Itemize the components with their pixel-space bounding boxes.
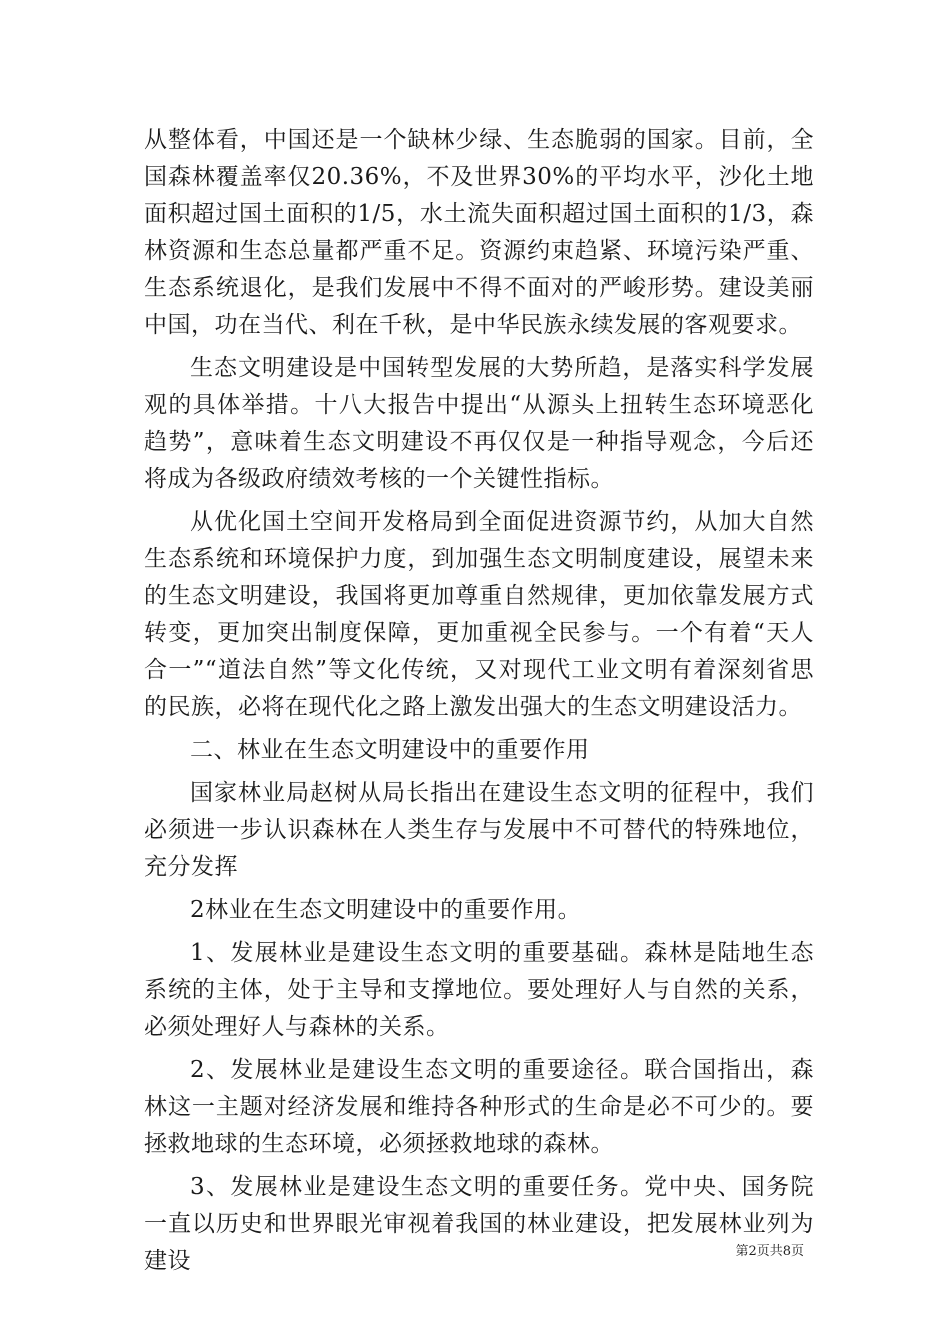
page-number-footer: 第2页共8页: [735, 1244, 804, 1259]
paragraph-1: 从整体看，中国还是一个缺林少绿、生态脆弱的国家。目前，全国森林覆盖率仅20.36%，不及世界30%的平均水平，沙化土地面积超过国土面积的1/5，水土流失面积超过国土面积的1/3，森林资源和生态总量都严重不足。资源约束趋紧、环境污染严重、生态系统退化，是我们发展中不得不面对的严峻形势。建设美丽中国，功在当代、利在千秋，是中华民族永续发展的客观要求。: [144, 127, 814, 338]
paragraph-8: 2、发展林业是建设生态文明的重要途径。联合国指出，森林这一主题对经济发展和维持各种形式的生命是必不可少的。要拯救地球的生态环境，必须拯救地球的森林。: [144, 1057, 814, 1157]
paragraph-6: 2林业在生态文明建设中的重要作用。: [190, 897, 582, 923]
section-heading: 二、林业在生态文明建设中的重要作用: [190, 737, 590, 763]
document-body: [144, 122, 814, 1286]
paragraph-3: 从优化国土空间开发格局到全面促进资源节约，从加大自然生态系统和环境保护力度，到加强生态文明制度建设，展望未来的生态文明建设，我国将更加尊重自然规律，更加依靠发展方式转变，更加突出制度保障，更加重视全民参与。一个有着“天人合一”“道法自然”等文化传统，又对现代工业文明有着深刻省思的民族，必将在现代化之路上激发出强大的生态文明建设活力。: [144, 509, 814, 720]
paragraph-2: 生态文明建设是中国转型发展的大势所趋，是落实科学发展观的具体举措。十八大报告中提出“从源头上扭转生态环境恶化趋势”，意味着生态文明建设不再仅仅是一种指导观念，今后还将成为各级政府绩效考核的一个关键性指标。: [144, 355, 814, 492]
paragraph-5: 国家林业局赵树从局长指出在建设生态文明的征程中，我们必须进一步认识森林在人类生存与发展中不可替代的特殊地位，充分发挥: [144, 780, 814, 880]
paragraph-9: 3、发展林业是建设生态文明的重要任务。党中央、国务院一直以历史和世界眼光审视着我国的林业建设，把发展林业列为建设: [144, 1174, 814, 1274]
paragraph-7: 1、发展林业是建设生态文明的重要基础。森林是陆地生态系统的主体，处于主导和支撑地位。要处理好人与自然的关系，必须处理好人与森林的关系。: [144, 940, 814, 1040]
